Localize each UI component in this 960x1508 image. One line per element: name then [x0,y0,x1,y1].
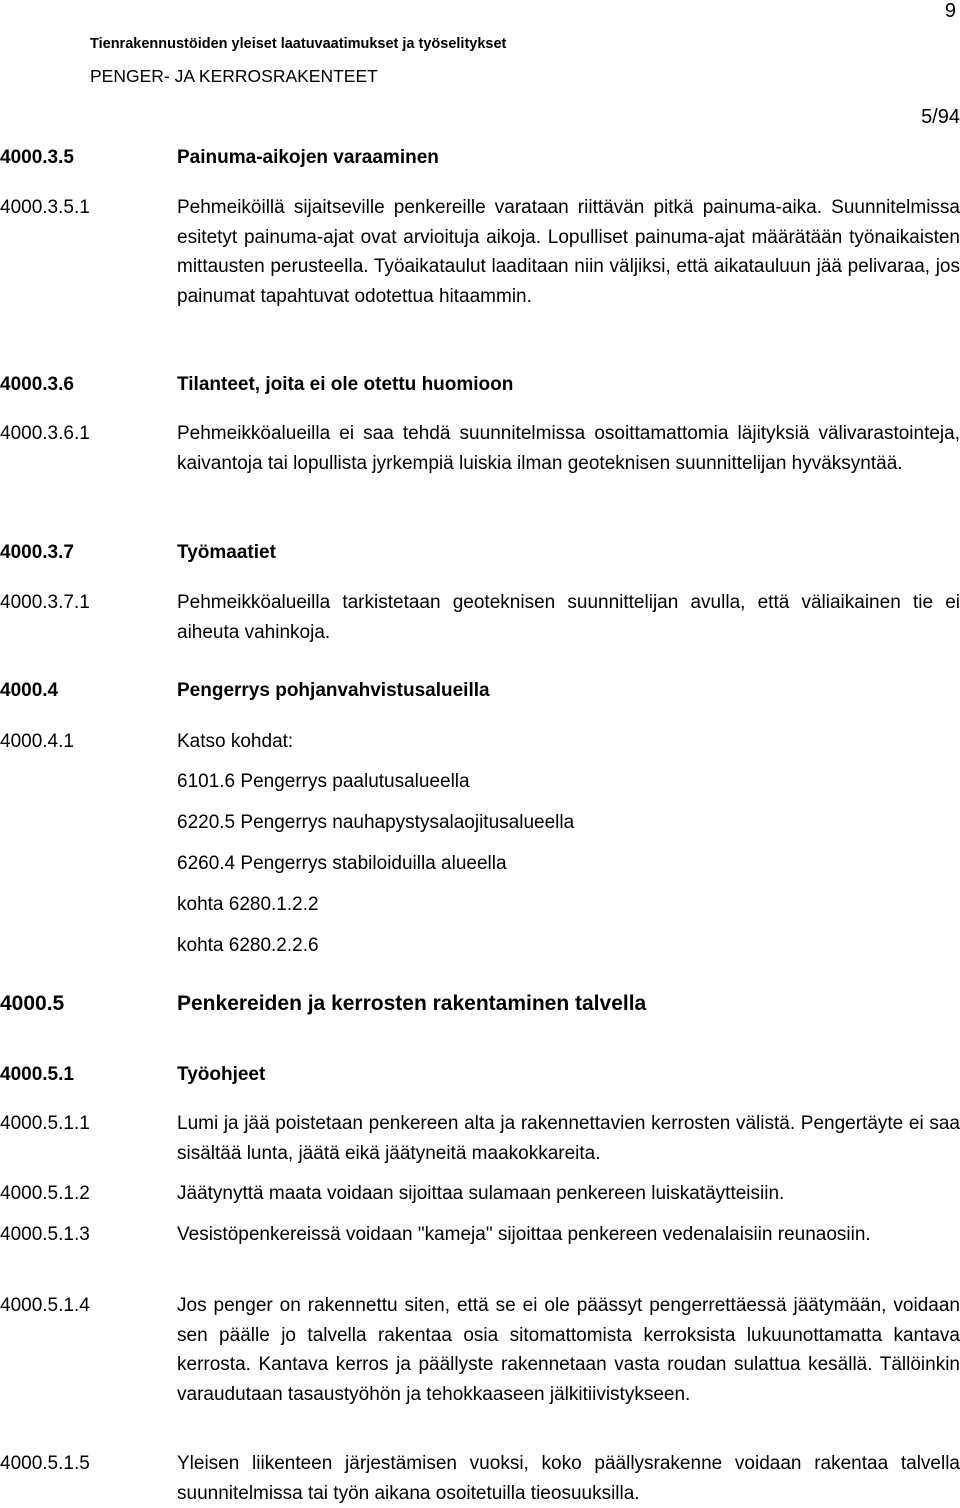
section-text: Pehmeikköalueilla tarkistetaan geoteknisen suunnittelijan avulla, että väliaikainen tie ei aiheuta vahinkoja. [177,592,960,643]
section-text: Yleisen liikenteen järjestämisen vuoksi, koko päällysrakenne voidaan rakentaa talvella suunnitelmissa tai työn aikana osoitetuilla tieosuuksilla. [177,1453,960,1504]
section-number: 4000.4.1 [0,731,74,752]
section-number: 4000.5.1.2 [0,1183,90,1204]
document-title: Tienrakennustöiden yleiset laatuvaatimukset ja työselitykset [90,36,507,52]
section-number: 4000.5 [0,992,65,1015]
section-text: Vesistöpenkereissä voidaan "kameja" sijoittaa penkereen vedenalaisiin reunaosiin. [177,1224,871,1245]
section-text: Pehmeiköillä sijaitseville penkereille varataan riittävän pitkä painuma-aika. Suunnitelmissa esitetyt painuma-ajat ovat arvioituja aikoja. Lopulliset painuma-ajat määrätään työnaikaisten mittausten perusteella. Työaikataulut laaditaan niin väljiksi, että aikatauluun jää pelivaraa, jos painumat tapahtuvat odotettua hitaammin. [177,197,960,307]
section-number: 4000.3.5 [0,147,74,168]
section-number: 4000.5.1.3 [0,1224,90,1245]
section-number: 4000.5.1 [0,1064,74,1085]
section-number: 4000.3.5.1 [0,197,90,218]
section-number: 4000.5.1.1 [0,1113,90,1134]
section-title: Painuma-aikojen varaaminen [177,147,439,168]
section-number: 4000.3.7 [0,542,74,563]
section-text: Jäätynyttä maata voidaan sijoittaa sulamaan penkereen luiskatäytteisiin. [177,1183,785,1204]
section-text: Pehmeikköalueilla ei saa tehdä suunnitelmissa osoittamattomia läjityksiä välivarastointeja, kaivantoja tai lopullista jyrkempiä luiskia ilman geoteknisen suunnittelijan hyväksyntää. [177,423,960,474]
section-text: Jos penger on rakennettu siten, että se ei ole päässyt pengerrettäessä jäätymään, voidaan sen päälle jo talvella rakentaa osia sitomattomista kerroksista lukuunottamatta kantava kerrosta. Kantava kerros ja päällyste rakennetaan vasta roudan sulattua kesällä. Tällöinkin varaudutaan tasaustyöhön ja tehokkaaseen jälkitiivistykseen. [177,1295,960,1405]
section-number: 4000.3.7.1 [0,592,90,613]
section-title: Työohjeet [177,1064,266,1085]
section-title: Työmaatiet [177,542,276,563]
reference-item: 6220.5 Pengerrys nauhapystysalaojitusalueella [177,812,575,833]
section-text: Lumi ja jää poistetaan penkereen alta ja rakennettavien kerrosten välistä. Pengertäyte ei saa sisältää lunta, jäätä eikä jäätyneitä maakokkareita. [177,1113,960,1164]
reference-item: kohta 6280.1.2.2 [177,894,319,915]
page-reference: 5/94 [921,106,960,128]
section-number: 4000.5.1.5 [0,1453,90,1474]
reference-item: kohta 6280.2.2.6 [177,935,319,956]
section-number: 4000.4 [0,680,59,701]
section-text: Katso kohdat: [177,731,294,752]
page-number: 9 [944,0,956,22]
section-title: Penkereiden ja kerrosten rakentaminen talvella [177,992,647,1015]
section-number: 4000.5.1.4 [0,1295,90,1316]
reference-item: 6260.4 Pengerrys stabiloiduilla alueella [177,853,507,874]
reference-item: 6101.6 Pengerrys paalutusalueella [177,771,470,792]
section-number: 4000.3.6 [0,374,74,395]
section-title: Pengerrys pohjanvahvistusalueilla [177,680,490,701]
chapter-title: PENGER- JA KERROSRAKENTEET [90,66,378,86]
section-title: Tilanteet, joita ei ole otettu huomioon [177,374,514,395]
section-number: 4000.3.6.1 [0,423,90,444]
